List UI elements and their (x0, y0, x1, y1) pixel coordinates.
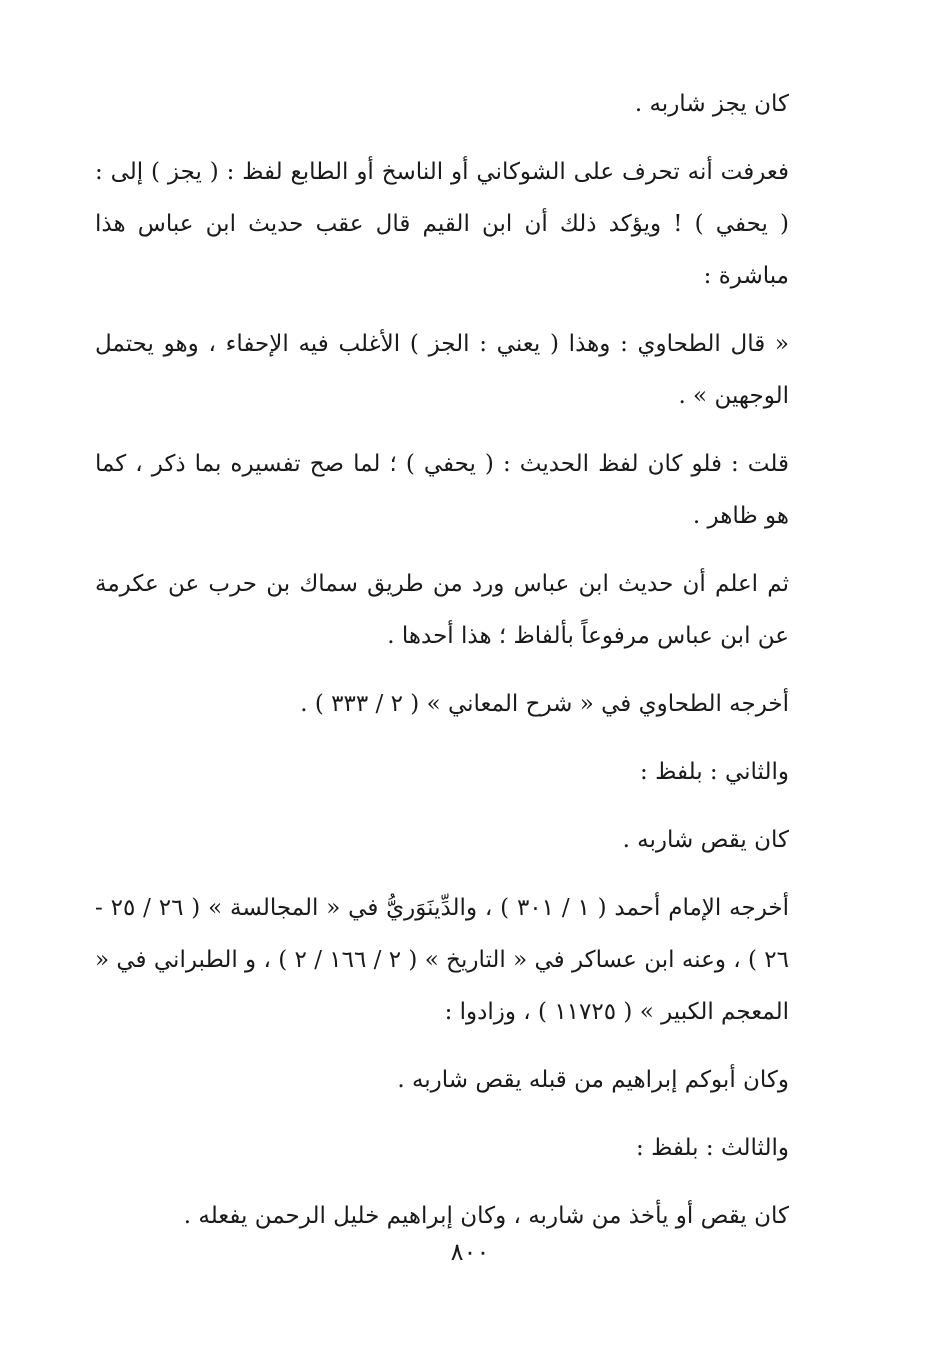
paragraph-7: والثاني : بلفظ : (640, 759, 789, 785)
paragraph-8: كان يقص شاربه . (622, 827, 789, 853)
paragraph-10: وكان أبوكم إبراهيم من قبله يقص شاربه . (397, 1067, 789, 1093)
paragraph-4: قلت : فلو كان لفظ الحديث : ( يحفي ) ؛ لما صح تفسيره بما ذكر ، كما هو ظاهر . (95, 451, 789, 529)
page-body (95, 78, 837, 1258)
paragraph-1: كان يجز شاربه . (634, 91, 789, 117)
paragraph-12: كان يقص أو يأخذ من شاربه ، وكان إبراهيم خليل الرحمن يفعله . (183, 1203, 789, 1229)
paragraph-9: أخرجه الإمام أحمد ( ١ / ٣٠١ ) ، والدِّينَوَريُّ في « المجالسة » ( ٢٦ / ٢٥ - ٢٦ ) ، وعنه ابن عساكر في « التاريخ » ( ٢ / ١٦٦ / ٢ ) ، و الطبراني في « المعجم الكبير » ( ١١٧٢٥ ) ، وزادوا : (95, 895, 790, 1025)
paragraph-5: ثم اعلم أن حديث ابن عباس ورد من طريق سماك بن حرب عن عكرمة عن ابن عباس مرفوعاً بألفاظ ؛ هذا أحدها . (95, 571, 789, 649)
paragraph-6: أخرجه الطحاوي في « شرح المعاني » ( ٢ / ٣٣٣ ) . (300, 691, 789, 717)
paragraph-2: فعرفت أنه تحرف على الشوكاني أو الناسخ أو الطابع لفظ : ( يجز ) إلى : ( يحفي ) ! ويؤكد ذلك أن ابن القيم قال عقب حديث ابن عباس هذا مباشرة : (95, 159, 789, 289)
paragraph-11: والثالث : بلفظ : (636, 1135, 789, 1161)
paragraph-3: « قال الطحاوي : وهذا ( يعني : الجز ) الأغلب فيه الإحفاء ، وهو يحتمل الوجهين » . (95, 331, 789, 409)
page-number: ٨٠٠ (450, 1238, 490, 1266)
